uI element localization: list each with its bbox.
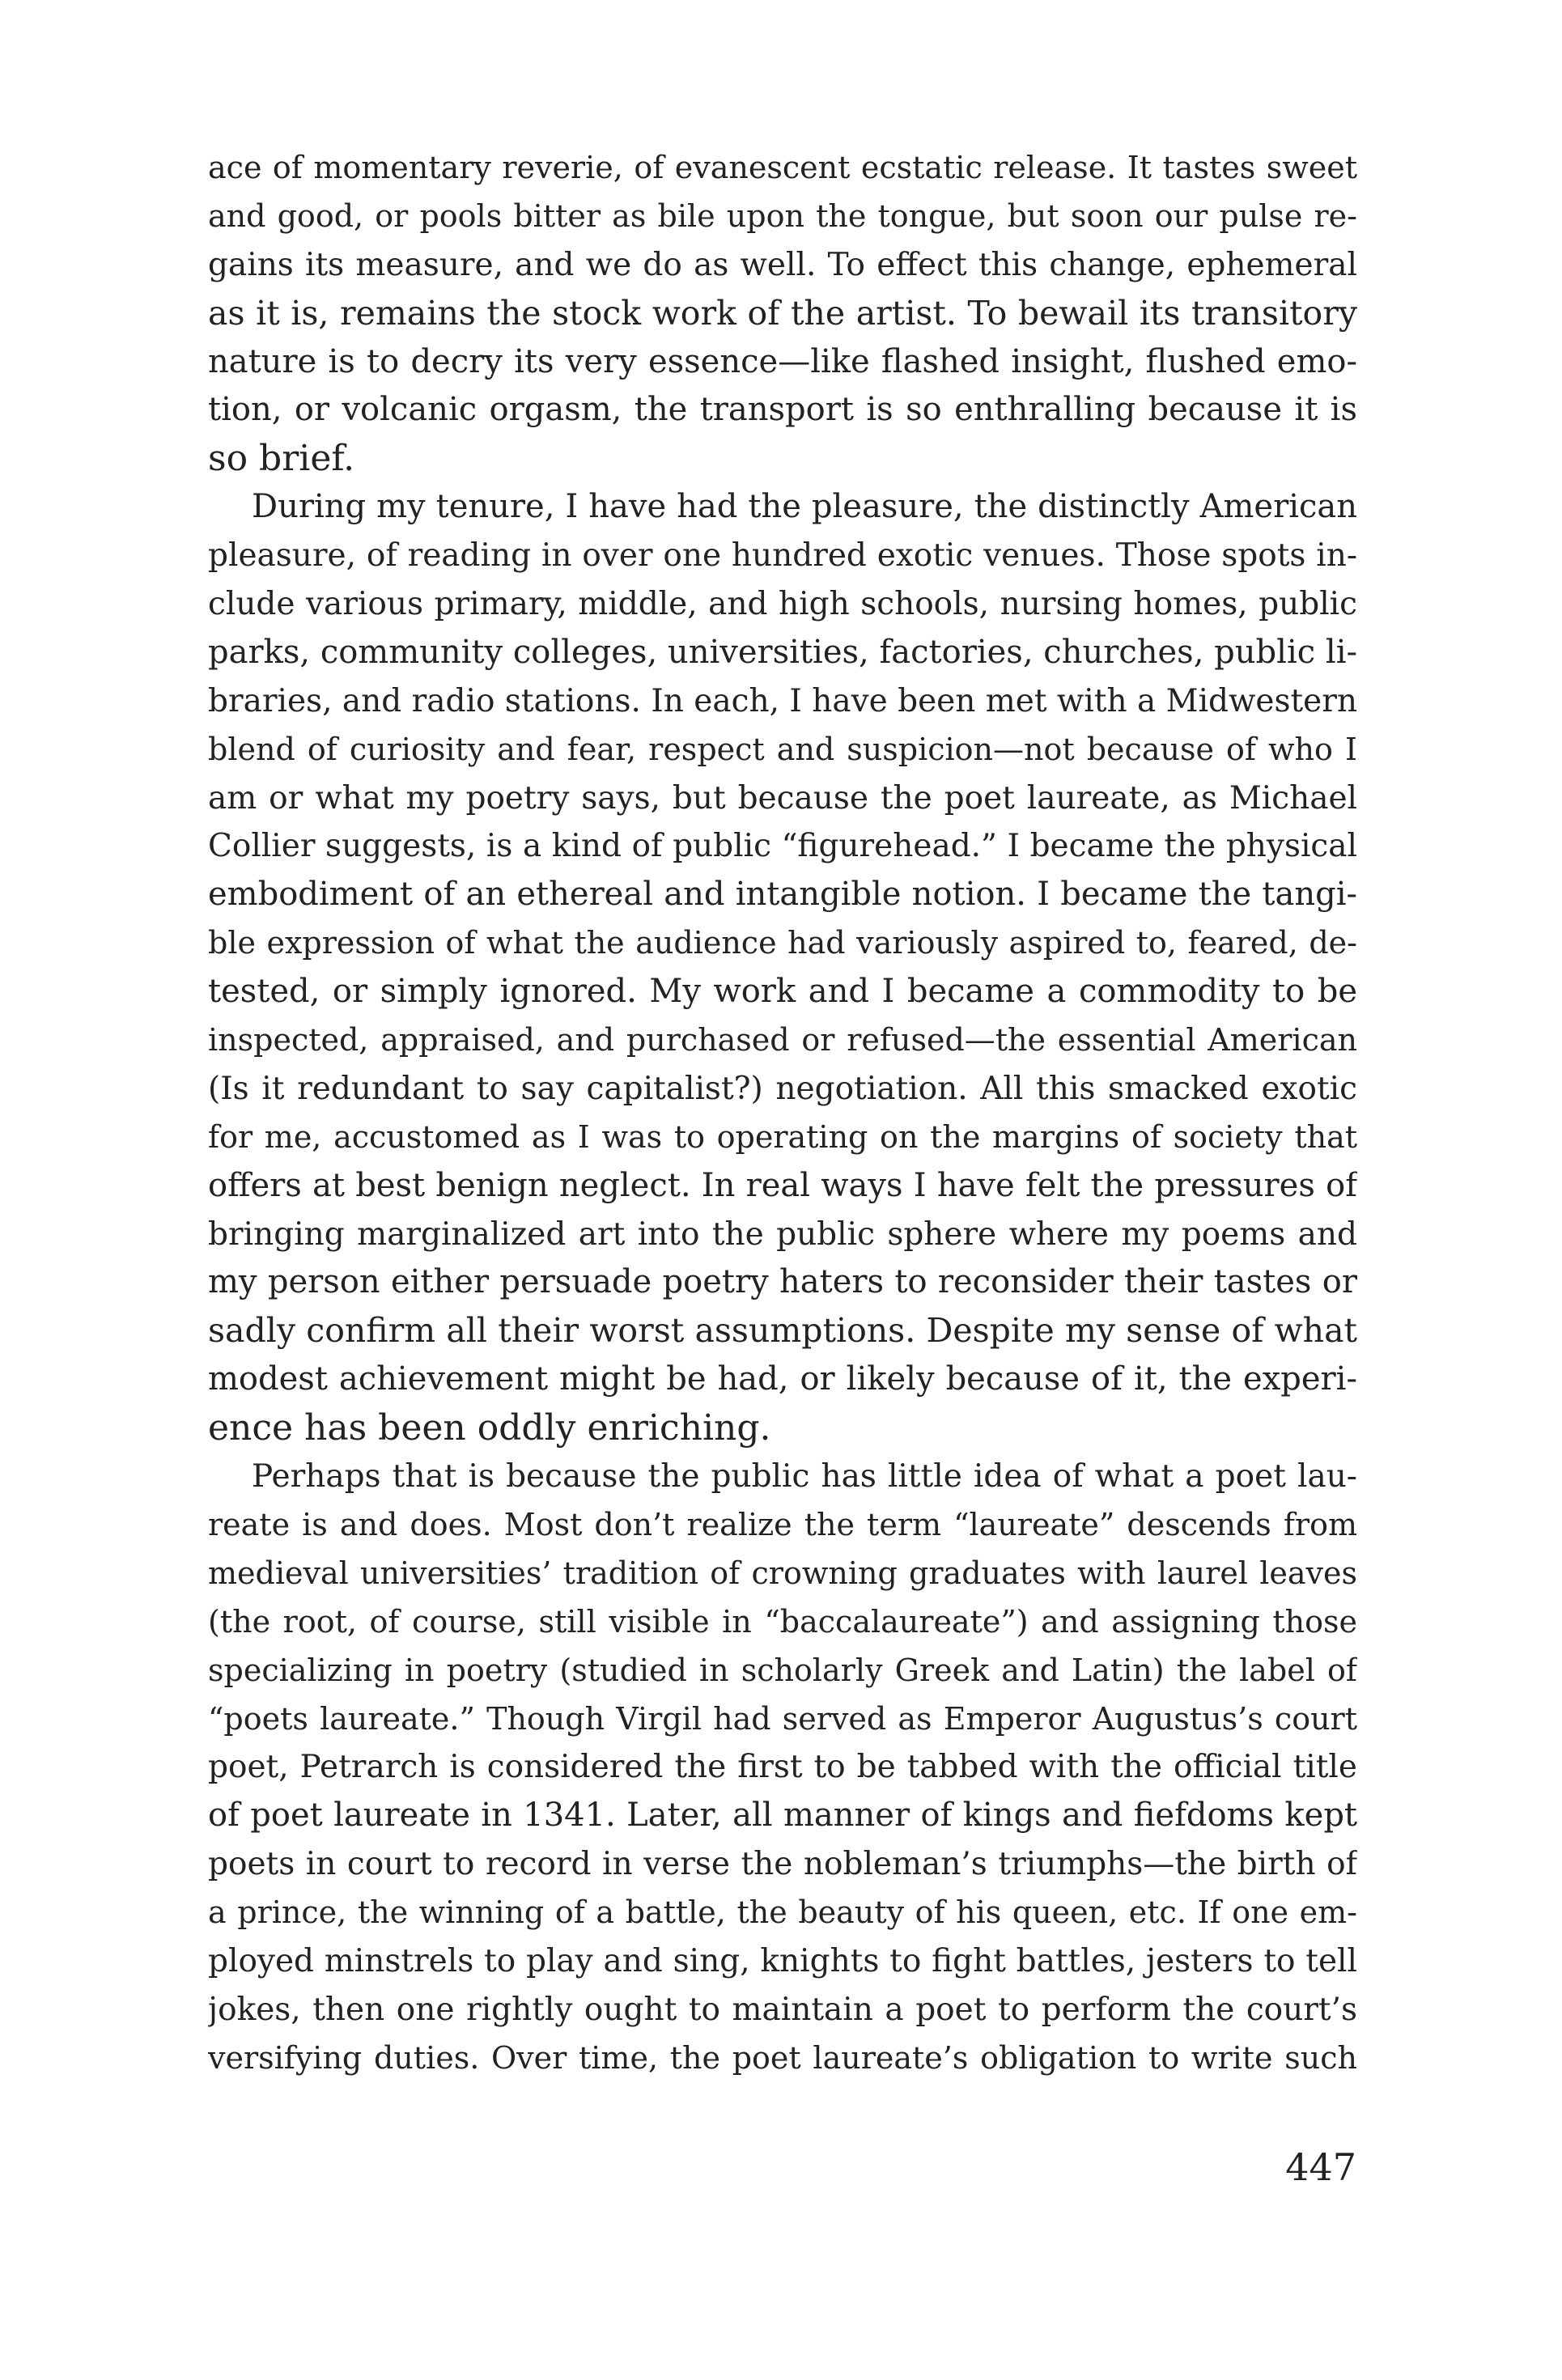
text-line: (Is it redundant to say capitalist?) negotiation. All this smacked exotic <box>208 1070 1357 1107</box>
text-line: (the root, of course, still visible in “baccalaureate”) and assigning those <box>208 1603 1357 1640</box>
text-line: am or what my poetry says, but because the poet laureate, as Michael <box>208 779 1357 817</box>
page-number: 447 <box>1285 2145 1356 2189</box>
text-line: sadly confirm all their worst assumptions. Despite my sense of what <box>208 1311 1357 1351</box>
paragraph <box>208 483 1357 1453</box>
text-line: “poets laureate.” Though Virgil had served as Emperor Augustus’s court <box>208 1700 1357 1737</box>
text-line: clude various primary, middle, and high schools, nursing homes, public <box>208 586 1357 623</box>
text-line: medieval universities’ tradition of crowning graduates with laurel leaves <box>208 1555 1357 1591</box>
text-line: so brief. <box>208 438 355 480</box>
text-line: ployed minstrels to play and sing, knights to fight battles, jesters to tell <box>208 1942 1357 1979</box>
text-line: braries, and radio stations. In each, I have been met with a Midwestern <box>208 682 1357 719</box>
text-line: inspected, appraised, and purchased or refused—the essential American <box>208 1022 1357 1058</box>
paragraph <box>208 144 1357 483</box>
text-line: modest achievement might be had, or likely because of it, the experi- <box>208 1360 1357 1398</box>
text-line: of poet laureate in 1341. Later, all manner of kings and fiefdoms kept <box>208 1797 1357 1835</box>
paragraph <box>208 1453 1357 2083</box>
text-line: for me, accustomed as I was to operating on the margins of society that <box>208 1118 1357 1155</box>
text-line: bringing marginalized art into the public sphere where my poems and <box>208 1215 1357 1253</box>
text-line: pleasure, of reading in over one hundred exotic venues. Those spots in- <box>208 537 1357 575</box>
text-line: offers at best benign neglect. In real ways I have felt the pressures of <box>208 1166 1357 1204</box>
text-line: and good, or pools bitter as bile upon the tongue, but soon our pulse re- <box>208 197 1357 234</box>
text-line: blend of curiosity and fear, respect and suspicion—not because of who I <box>208 731 1357 767</box>
text-line: Collier suggests, is a kind of public “figurehead.” I became the physical <box>208 828 1357 865</box>
text-line: ence has been oddly enriching. <box>208 1407 771 1449</box>
text-line: versifying duties. Over time, the poet laureate’s obligation to write such <box>208 2039 1357 2076</box>
text-line: During my tenure, I have had the pleasure, the distinctly American <box>252 488 1357 526</box>
text-line: gains its measure, and we do as well. To effect this change, ephemeral <box>208 246 1357 283</box>
text-line: embodiment of an ethereal and intangible notion. I became the tangi- <box>208 876 1357 914</box>
text-line: Perhaps that is because the public has little idea of what a poet lau- <box>252 1458 1357 1495</box>
text-line: parks, community colleges, universities, factories, churches, public li- <box>208 633 1357 671</box>
text-line: specializing in poetry (studied in scholarly Greek and Latin) the label of <box>208 1652 1357 1688</box>
text-line: jokes, then one rightly ought to maintain a poet to perform the court’s <box>208 1991 1357 2028</box>
body-text <box>208 144 1357 2083</box>
text-line: ace of momentary reverie, of evanescent ecstatic release. It tastes sweet <box>208 150 1357 185</box>
text-line: tested, or simply ignored. My work and I became a commodity to be <box>208 973 1357 1011</box>
text-line: ble expression of what the audience had variously aspired to, feared, de- <box>208 925 1357 961</box>
text-line: as it is, remains the stock work of the artist. To bewail its transitory <box>208 293 1357 333</box>
text-line: poet, Petrarch is considered the first to be tabbed with the official title <box>208 1749 1357 1786</box>
text-line: poets in court to record in verse the nobleman’s triumphs—the birth of <box>208 1846 1357 1883</box>
text-line: my person either persuade poetry haters to reconsider their tastes or <box>208 1263 1357 1301</box>
text-line: nature is to decry its very essence—like flashed insight, flushed emo- <box>208 342 1357 380</box>
text-line: tion, or volcanic orgasm, the transport is so enthralling because it is <box>208 391 1357 429</box>
text-line: a prince, the winning of a battle, the beauty of his queen, etc. If one em- <box>208 1894 1357 1931</box>
text-line: reate is and does. Most don’t realize the term “laureate” descends from <box>208 1506 1357 1542</box>
